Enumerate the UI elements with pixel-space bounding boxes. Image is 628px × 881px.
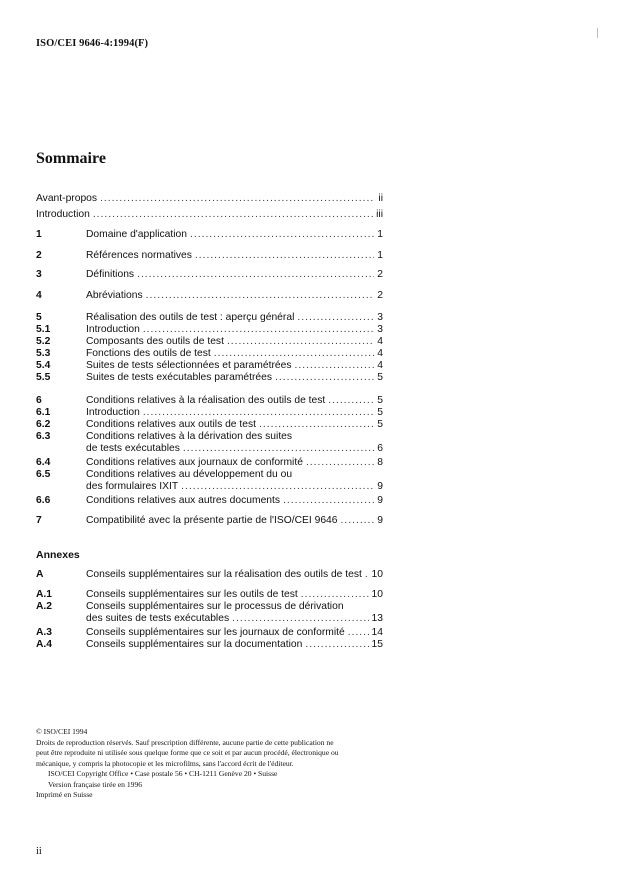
toc-entry-title: Références normatives	[86, 250, 192, 261]
toc-entry-title: des suites de tests exécutables	[86, 613, 230, 624]
toc-entry	[36, 469, 383, 493]
toc-entry	[36, 431, 383, 455]
toc-entry-page: 9	[377, 481, 383, 492]
dot-leader	[232, 613, 368, 625]
dot-leader	[341, 515, 374, 527]
toc-entry-number: 6.1	[36, 407, 51, 418]
toc-entry	[36, 495, 383, 507]
dot-leader	[143, 407, 374, 419]
rights-text: Droits de reproduction réservés. Sauf prescription différente, aucune partie de cette publication ne	[36, 737, 334, 747]
annexes-heading: Annexes	[36, 549, 80, 561]
toc-entry	[36, 250, 383, 262]
dot-leader	[181, 481, 374, 493]
toc-entry	[36, 395, 383, 407]
toc-entry-title: de tests exécutables	[86, 443, 180, 454]
toc-entry	[36, 290, 383, 302]
copyright-line: © ISO/CEI 1994	[36, 727, 88, 736]
dot-leader	[283, 495, 374, 507]
toc-entry-page: 8	[377, 457, 383, 468]
document-id-header: ISO/CEI 9646-4:1994(F)	[36, 38, 149, 49]
toc-entry-number: 5.5	[36, 372, 51, 383]
toc-entry-title: Domaine d'application	[86, 229, 187, 240]
dot-leader	[190, 229, 374, 241]
toc-entry-page: 9	[377, 515, 383, 526]
dot-leader	[297, 312, 374, 324]
toc-entry	[36, 324, 383, 336]
dot-leader	[348, 627, 369, 639]
toc-entry	[36, 569, 383, 581]
dot-leader	[137, 269, 374, 281]
page-title: Sommaire	[36, 150, 106, 167]
toc-entry-title: Conseils supplémentaires sur la réalisation des outils de test	[86, 569, 362, 580]
toc-entry-number: A.3	[36, 627, 53, 638]
toc-entry	[36, 639, 383, 651]
toc-entry-number: 2	[36, 250, 42, 261]
dot-leader	[100, 193, 374, 205]
toc-entry-number: A.1	[36, 589, 53, 600]
toc-entry-page: 5	[377, 372, 383, 383]
toc-entry-number: 7	[36, 515, 42, 526]
dot-leader	[146, 290, 374, 302]
toc-entry	[36, 269, 383, 281]
dot-leader	[93, 209, 373, 221]
toc-entry-number: 5.1	[36, 324, 51, 335]
rights-text: peut être reproduite ni utilisée sous quelque forme que ce soit et par aucun procédé, électronique ou	[36, 748, 339, 757]
dot-leader	[259, 419, 374, 431]
toc-entry-page: 15	[371, 639, 383, 650]
dot-leader	[275, 372, 374, 384]
scan-edge-mark	[597, 28, 598, 38]
toc-entry-number: 4	[36, 290, 42, 301]
toc-entry-page: 6	[377, 443, 383, 454]
toc-entry-number: 1	[36, 229, 42, 240]
toc-entry-page: 3	[377, 324, 383, 335]
toc-entry	[36, 336, 383, 348]
toc-entry-title: Conditions relatives à la dérivation des suites	[86, 431, 293, 442]
toc-entry-title: Introduction	[86, 407, 140, 418]
dot-leader	[328, 395, 374, 407]
dot-leader	[365, 569, 369, 581]
toc-entry-title: Introduction	[86, 324, 140, 335]
toc-entry-page: 3	[377, 312, 383, 323]
toc-entry-page: 10	[371, 589, 383, 600]
dot-leader	[214, 348, 374, 360]
toc-entry-page: 10	[371, 569, 383, 580]
toc-entry	[36, 419, 383, 431]
toc-entry	[36, 457, 383, 469]
toc-entry-title: Conseils supplémentaires sur le processus de dérivation	[86, 601, 344, 612]
dot-leader	[305, 639, 368, 651]
toc-entry-page: ii	[378, 193, 383, 204]
publisher-address: ISO/CEI Copyright Office • Case postale 56 • CH-1211 Genève 20 • Suisse	[48, 769, 278, 778]
toc-entry-page: 1	[377, 229, 383, 240]
dot-leader	[183, 443, 374, 455]
toc-entry-page: 5	[377, 407, 383, 418]
dot-leader	[143, 324, 374, 336]
toc-entry-page: iii	[376, 209, 383, 220]
toc-entry	[36, 360, 383, 372]
toc-entry-page: 4	[377, 348, 383, 359]
toc-entry-page: 14	[371, 627, 383, 638]
toc-entry-number: 5.3	[36, 348, 51, 359]
toc-entry-title: des formulaires IXIT	[86, 481, 179, 492]
toc-entry-page: 4	[377, 360, 383, 371]
copyright-notice	[36, 727, 396, 801]
toc-entry-title: Réalisation des outils de test : aperçu général	[86, 312, 295, 323]
toc-entry	[36, 589, 383, 601]
toc-entry-number: 6.5	[36, 469, 51, 480]
toc-entry-number: A.4	[36, 639, 53, 650]
toc-entry-number: 6.2	[36, 419, 51, 430]
toc-entry-title: Introduction	[36, 209, 90, 220]
toc-entry-title: Conditions relatives aux outils de test	[86, 419, 256, 430]
toc-entry-title: Conditions relatives à la réalisation des outils de test	[86, 395, 326, 406]
dot-leader	[294, 360, 374, 372]
toc-entry-number: A.2	[36, 601, 53, 612]
printing-note: Version française tirée en 1996	[48, 779, 143, 789]
toc-entry-page: 13	[371, 613, 383, 624]
toc-entry	[36, 627, 383, 639]
toc-entry-number: 3	[36, 269, 42, 280]
toc-entry-title: Abréviations	[86, 290, 143, 301]
toc-entry-number: 6.4	[36, 457, 51, 468]
toc-entry-number: 5.4	[36, 360, 51, 371]
toc-entry-title: Conditions relatives aux autres documents	[86, 495, 281, 506]
toc-entry-page: 9	[377, 495, 383, 506]
toc-entry-title: Fonctions des outils de test	[86, 348, 211, 359]
toc-entry-title: Conseils supplémentaires sur les journaux de conformité	[86, 627, 345, 638]
dot-leader	[306, 457, 374, 469]
toc-entry	[36, 312, 383, 324]
toc-entry	[36, 515, 383, 527]
toc-entry-number: A	[36, 569, 44, 580]
dot-leader	[227, 336, 374, 348]
toc-entry	[36, 348, 383, 360]
toc-entry-page: 5	[377, 419, 383, 430]
rights-text: mécanique, y compris la photocopie et les microfilms, sans l'accord écrit de l'éditeur.	[36, 758, 294, 768]
toc-entry-title: Compatibilité avec la présente partie de l'ISO/CEI 9646	[86, 515, 338, 526]
toc-entry	[36, 372, 383, 384]
toc-entry-number: 5.2	[36, 336, 51, 347]
toc-entry-page: 2	[377, 290, 383, 301]
toc-entry	[36, 601, 383, 625]
dot-leader	[301, 589, 369, 601]
toc-entry	[36, 229, 383, 241]
toc-entry-title: Suites de tests sélectionnées et paramétrées	[86, 360, 292, 371]
toc-entry-number: 6.6	[36, 495, 51, 506]
toc-entry-title: Conseils supplémentaires sur la documentation	[86, 639, 303, 650]
toc-entry-title: Composants des outils de test	[86, 336, 224, 347]
toc-entry-page: 2	[377, 269, 383, 280]
printed-in: Imprimé en Suisse	[36, 790, 93, 799]
toc-entry-number: 6.3	[36, 431, 51, 442]
toc-entry-number: 5	[36, 312, 42, 323]
toc-entry	[36, 193, 383, 205]
toc-entry-page: 4	[377, 336, 383, 347]
toc-entry	[36, 407, 383, 419]
toc-entry	[36, 209, 383, 221]
page-number: ii	[36, 846, 42, 857]
toc-entry-number: 6	[36, 395, 42, 406]
toc-entry-title: Conditions relatives au développement du ou	[86, 469, 293, 480]
toc-entry-page: 1	[377, 250, 383, 261]
toc-entry-title: Conditions relatives aux journaux de conformité	[86, 457, 303, 468]
toc-entry-title: Conseils supplémentaires sur les outils de test	[86, 589, 298, 600]
dot-leader	[195, 250, 374, 262]
toc-entry-title: Suites de tests exécutables paramétrées	[86, 372, 273, 383]
toc-entry-title: Définitions	[86, 269, 135, 280]
toc-entry-page: 5	[377, 395, 383, 406]
toc-entry-title: Avant-propos	[36, 193, 98, 204]
